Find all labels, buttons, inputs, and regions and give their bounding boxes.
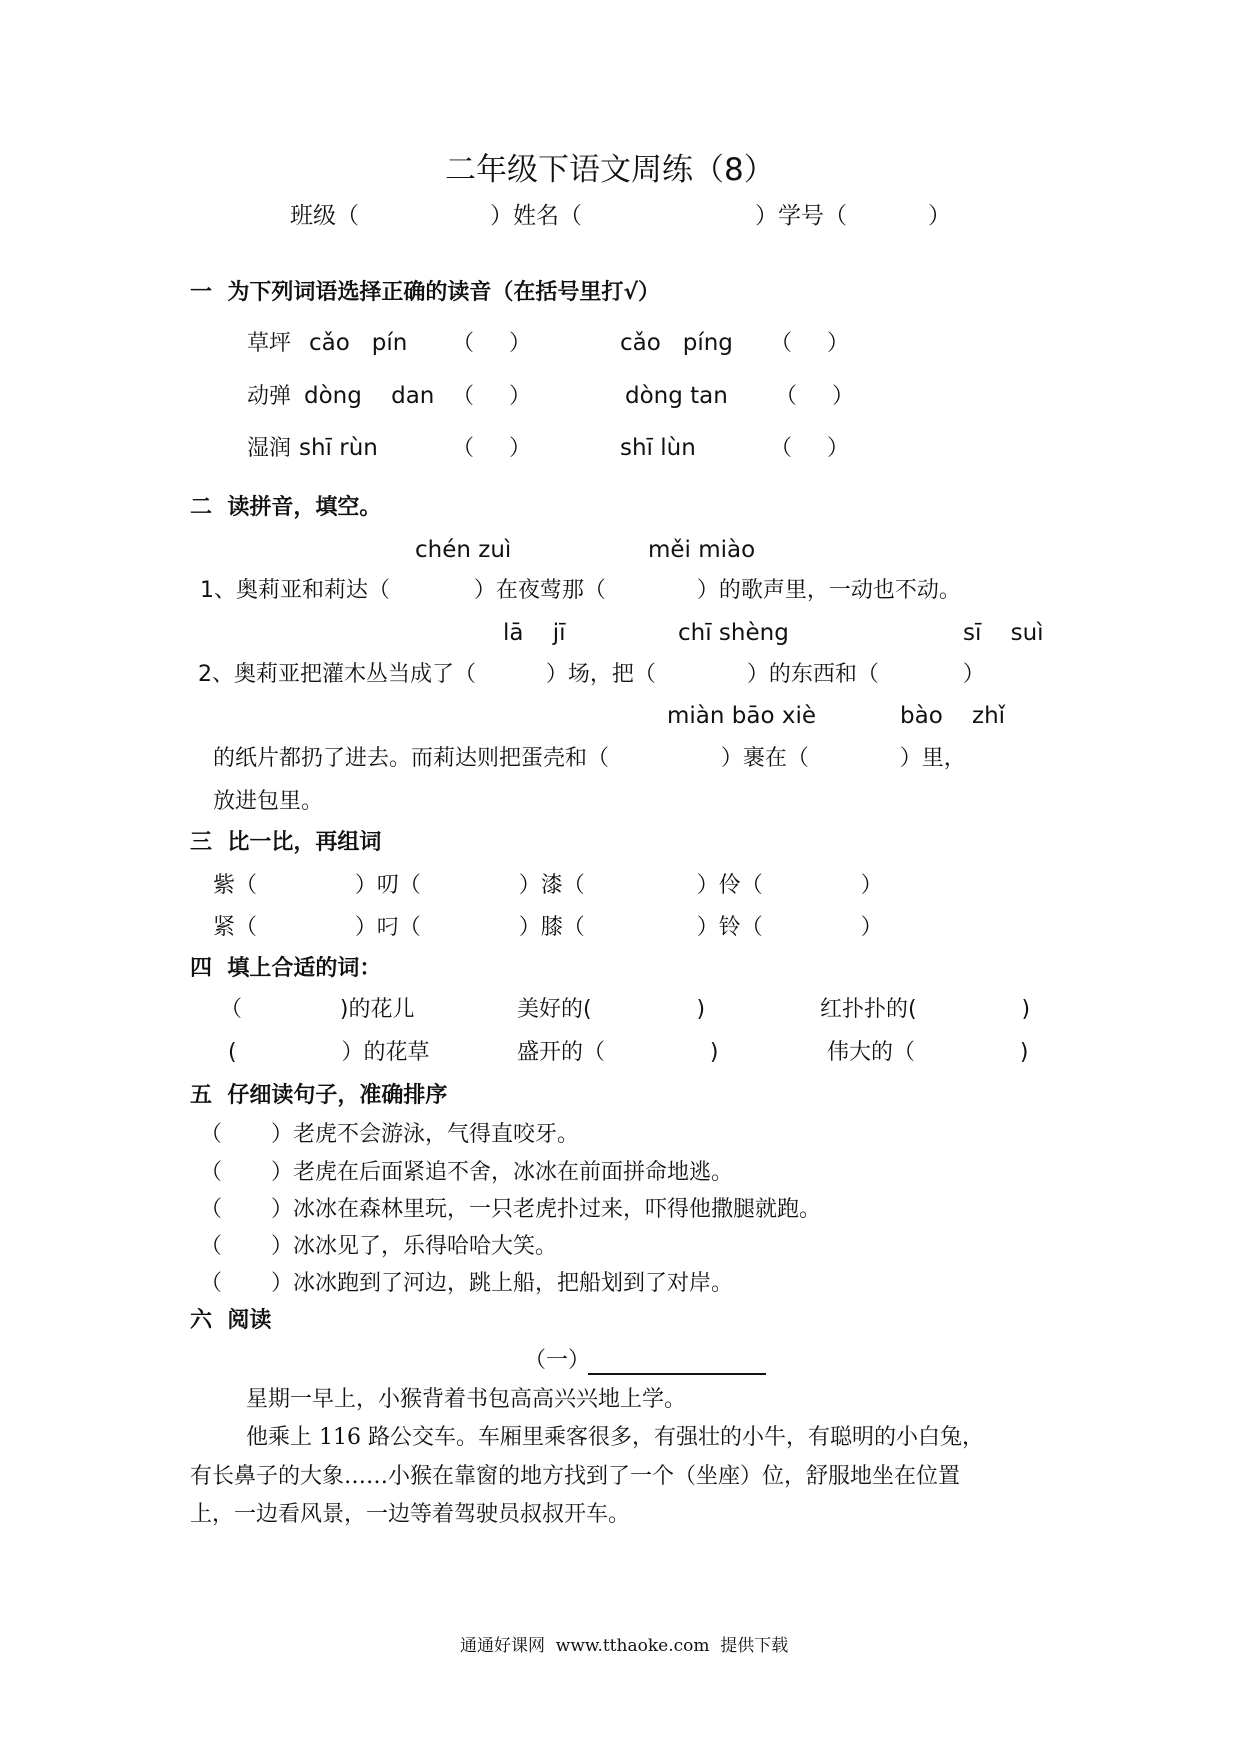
reading-paragraph: 上，一边看风景，一边等着驾驶员叔叔开车。 [190, 1502, 631, 1527]
number-close: ） [928, 203, 951, 229]
footer-credit: 通通好课网 www.tthaoke.com 提供下载 [460, 1636, 789, 1656]
word-compare-row-2[interactable]: 紧（ ）叼（ ）膝（ ）铃（ ） [213, 915, 883, 940]
reading-sub-title: （一） [524, 1348, 591, 1373]
s1-pinyin-a: shī rùn [299, 435, 378, 461]
s1-pinyin-a: cǎo pín [309, 330, 408, 356]
order-item[interactable]: （ ）老虎在后面紧追不舍，冰冰在前面拼命地逃。 [200, 1160, 733, 1185]
name-field[interactable] [590, 205, 755, 229]
section-2-heading: 二 读拼音，填空。 [190, 495, 382, 520]
sentence-4: 放进包里。 [213, 789, 324, 814]
pinyin-mian-bao-xie: miàn bāo xiè [667, 703, 817, 729]
pinyin-mei-miao: měi miào [648, 537, 756, 563]
reading-paragraph: 星期一早上，小猴背着书包高高兴兴地上学。 [246, 1387, 687, 1412]
s1-pinyin-b: shī lùn [620, 435, 696, 461]
pinyin-si-sui: sī suì [963, 620, 1044, 646]
number-field[interactable] [855, 205, 935, 229]
order-item[interactable]: （ ）冰冰跑到了河边，跳上船，把船划到了对岸。 [200, 1271, 733, 1296]
section-6-heading: 六 阅读 [190, 1308, 272, 1333]
s1-bracket[interactable]: （ ） [452, 331, 531, 356]
page-title: 二年级下语文周练（8） [445, 152, 775, 188]
sentence-3[interactable]: 的纸片都扔了进去。而莉达则把蛋壳和（ ）裹在（ ）里， [213, 746, 966, 771]
fill-word[interactable]: 伟大的（ ) [827, 1040, 1029, 1065]
s1-bracket[interactable]: （ ） [770, 436, 849, 461]
fill-word[interactable]: 红扑扑的( ) [820, 997, 1031, 1022]
s1-pinyin-b: dòng tan [625, 383, 728, 409]
s1-bracket[interactable]: （ ） [452, 436, 531, 461]
sentence-1[interactable]: 1、奥莉亚和莉达（ ）在夜莺那（ ）的歌声里，一动也不动。 [200, 578, 961, 603]
s1-word: 草坪 [247, 331, 292, 356]
s1-bracket[interactable]: （ ） [452, 384, 531, 409]
s1-bracket[interactable]: （ ） [770, 331, 849, 356]
fill-word[interactable]: ( ）的花草 [228, 1040, 430, 1065]
section-1-heading: 一 为下列词语选择正确的读音（在括号里打√） [190, 280, 660, 305]
class-label: 班级（ [290, 203, 359, 229]
section-5-heading: 五 仔细读句子，准确排序 [190, 1083, 448, 1108]
s1-word: 湿润 [247, 436, 292, 461]
fill-word[interactable]: （ )的花儿 [220, 997, 415, 1022]
pinyin-la-ji: lā jī [503, 620, 566, 646]
sentence-2[interactable]: 2、奥莉亚把灌木丛当成了（ ）场，把（ ）的东西和（ ） [198, 662, 985, 687]
s1-pinyin-a: dòng dan [304, 383, 435, 409]
pinyin-chen-zui: chén zuì [415, 537, 512, 563]
number-label: ）学号（ [755, 203, 847, 229]
order-item[interactable]: （ ）冰冰在森林里玩，一只老虎扑过来，吓得他撒腿就跑。 [200, 1197, 821, 1222]
pinyin-bao-zhi: bào zhǐ [900, 703, 1006, 729]
word-compare-row-1[interactable]: 紫（ ）叨（ ）漆（ ）伶（ ） [213, 873, 883, 898]
reading-paragraph: 他乘上 116 路公交车。车厢里乘客很多，有强壮的小牛，有聪明的小白兔， [246, 1425, 984, 1450]
fill-word[interactable]: 美好的( ) [517, 997, 706, 1022]
order-item[interactable]: （ ）冰冰见了，乐得哈哈大笑。 [200, 1234, 557, 1259]
name-label: ）姓名（ [490, 203, 582, 229]
s1-word: 动弹 [247, 384, 292, 409]
class-field[interactable] [350, 205, 490, 229]
reading-title-blank[interactable] [588, 1373, 766, 1375]
s1-pinyin-b: cǎo píng [620, 330, 733, 356]
reading-paragraph: 有长鼻子的大象……小猴在靠窗的地方找到了一个（坐座）位，舒服地坐在位置 [190, 1464, 961, 1489]
s1-bracket[interactable]: （ ） [775, 384, 854, 409]
section-3-heading: 三 比一比，再组词 [190, 830, 382, 855]
order-item[interactable]: （ ）老虎不会游泳，气得直咬牙。 [200, 1122, 579, 1147]
fill-word[interactable]: 盛开的（ ) [517, 1040, 719, 1065]
pinyin-chi-sheng: chī shèng [678, 620, 789, 646]
section-4-heading: 四 填上合适的词： [190, 956, 382, 981]
